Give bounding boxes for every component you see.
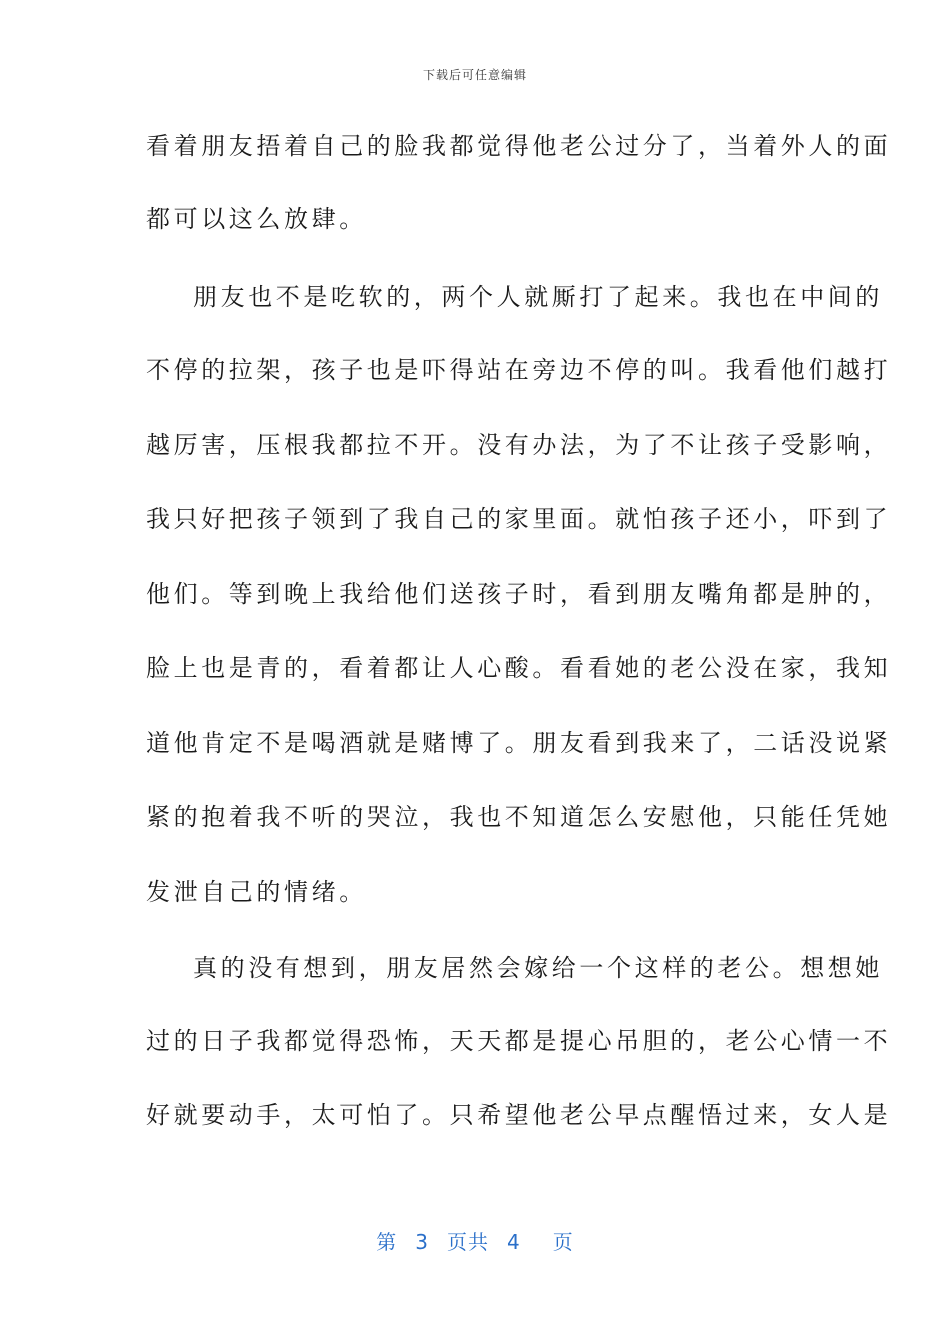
text-line: 他们。等到晚上我给他们送孩子时，看到朋友嘴角都是肿的，	[146, 580, 892, 608]
page-header: 下载后可任意编辑	[422, 68, 527, 82]
text-line: 发泄自己的情绪。	[146, 878, 367, 906]
page-mid: 页共	[447, 1230, 489, 1254]
text-line: 朋友也不是吃软的，两个人就厮打了起来。我也在中间的	[193, 283, 883, 311]
text-line: 道他肯定不是喝酒就是赌博了。朋友看到我来了，二话没说紧	[146, 729, 892, 757]
text-line: 脸上也是青的，看着都让人心酸。看看她的老公没在家，我知	[146, 654, 892, 682]
page-suffix: 页	[552, 1230, 574, 1254]
page-prefix: 第	[376, 1230, 398, 1254]
text-line: 好就要动手，太可怕了。只希望他老公早点醒悟过来，女人是	[146, 1101, 892, 1129]
text-line: 真的没有想到，朋友居然会嫁给一个这样的老公。想想她	[193, 954, 883, 982]
page-footer	[0, 1226, 950, 1255]
text-line: 看着朋友捂着自己的脸我都觉得他老公过分了，当着外人的面	[146, 132, 892, 160]
text-line: 过的日子我都觉得恐怖，天天都是提心吊胆的，老公心情一不	[146, 1027, 892, 1055]
text-line: 我只好把孩子领到了我自己的家里面。就怕孩子还小，吓到了	[146, 505, 892, 533]
text-line: 都可以这么放肆。	[146, 205, 367, 233]
text-line: 紧的抱着我不听的哭泣，我也不知道怎么安慰他，只能任凭她	[146, 803, 892, 831]
text-line: 不停的拉架，孩子也是吓得站在旁边不停的叫。我看他们越打	[146, 356, 892, 384]
text-line: 越厉害，压根我都拉不开。没有办法，为了不让孩子受影响，	[146, 431, 892, 459]
current-page-number: 3	[415, 1230, 429, 1254]
total-pages-number: 4	[507, 1230, 521, 1254]
